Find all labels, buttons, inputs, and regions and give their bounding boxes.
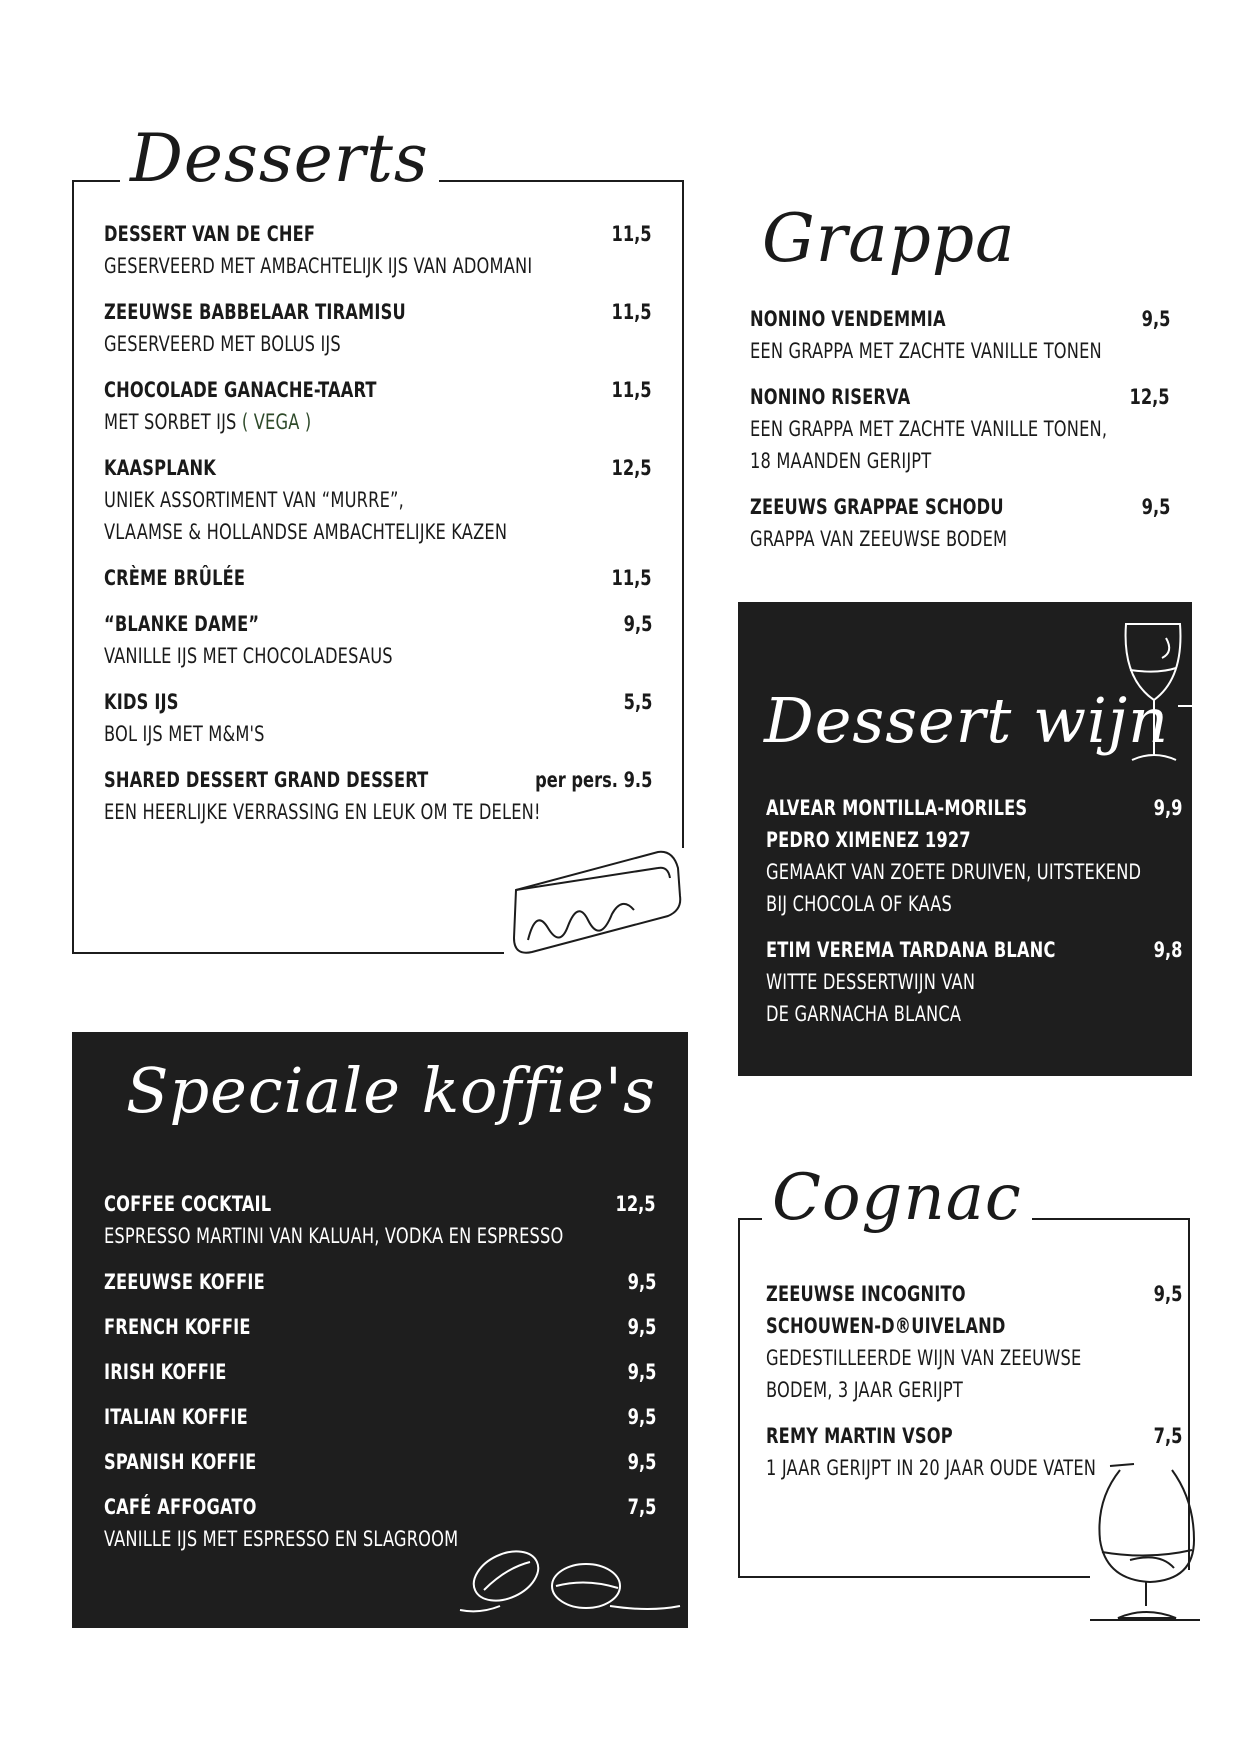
menu-item bbox=[104, 296, 652, 360]
item-price: 12,5 bbox=[615, 1192, 656, 1216]
koffie-title: Speciale koffie's bbox=[126, 1054, 656, 1127]
item-desc: EEN GRAPPA MET ZACHTE VANILLE TONEN bbox=[750, 339, 1102, 363]
item-name: ETIM VEREMA TARDANA BLANC bbox=[766, 938, 1056, 962]
item-name: SHARED DESSERT GRAND DESSERT bbox=[104, 768, 429, 792]
menu-item bbox=[766, 792, 1182, 920]
item-desc: VLAAMSE & HOLLANDSE AMBACHTELIJKE KAZEN bbox=[104, 520, 508, 544]
item-name: ALVEAR MONTILLA-MORILES bbox=[766, 796, 1028, 820]
item-desc: WITTE DESSERTWIJN VAN bbox=[766, 970, 976, 994]
item-price: 7,5 bbox=[1153, 1424, 1182, 1448]
menu-item bbox=[104, 374, 652, 438]
menu-item bbox=[104, 1356, 656, 1388]
item-name: CRÈME BRÛLÉE bbox=[104, 566, 246, 590]
item-desc: ESPRESSO MARTINI VAN KALUAH, VODKA EN ESPRESSO bbox=[104, 1224, 564, 1248]
menu-item bbox=[104, 1446, 656, 1478]
item-price: 9,5 bbox=[627, 1270, 656, 1294]
menu-item bbox=[104, 1401, 656, 1433]
item-name: IRISH KOFFIE bbox=[104, 1360, 227, 1384]
item-desc: VANILLE IJS MET ESPRESSO EN SLAGROOM bbox=[104, 1527, 459, 1551]
item-desc: GEDESTILLEERDE WIJN VAN ZEEUWSE bbox=[766, 1346, 1082, 1370]
item-name: “BLANKE DAME” bbox=[104, 612, 260, 636]
koffie-list bbox=[104, 1188, 656, 1569]
item-price: 9,5 bbox=[627, 1450, 656, 1474]
item-price: 9,5 bbox=[1141, 495, 1170, 519]
menu-item bbox=[104, 686, 652, 750]
item-price: 9,5 bbox=[1153, 1282, 1182, 1306]
vega-tag: ( VEGA ) bbox=[241, 410, 312, 434]
item-desc: BODEM, 3 JAAR GERIJPT bbox=[766, 1378, 963, 1402]
item-desc: UNIEK ASSORTIMENT VAN “MURRE”, bbox=[104, 488, 404, 512]
item-name: ITALIAN KOFFIE bbox=[104, 1405, 248, 1429]
cognac-glass-icon bbox=[1090, 1460, 1200, 1630]
menu-item bbox=[104, 452, 652, 548]
menu-item bbox=[104, 1311, 656, 1343]
item-desc bbox=[104, 406, 575, 438]
item-name: KAASPLANK bbox=[104, 456, 217, 480]
item-desc: EEN GRAPPA MET ZACHTE VANILLE TONEN, bbox=[750, 417, 1108, 441]
item-name: ZEEUWSE INCOGNITO bbox=[766, 1282, 966, 1306]
item-desc: BIJ CHOCOLA OF KAAS bbox=[766, 892, 953, 916]
item-desc: GEMAAKT VAN ZOETE DRUIVEN, UITSTEKEND bbox=[766, 860, 1142, 884]
item-desc: GESERVEERD MET AMBACHTELIJK IJS VAN ADOMANI bbox=[104, 254, 533, 278]
item-price: 9,5 bbox=[627, 1315, 656, 1339]
item-price: 11,5 bbox=[611, 378, 652, 402]
item-name: FRENCH KOFFIE bbox=[104, 1315, 251, 1339]
item-price: 11,5 bbox=[611, 566, 652, 590]
item-desc: GESERVEERD MET BOLUS IJS bbox=[104, 332, 341, 356]
cognac-title: Cognac bbox=[762, 1166, 1032, 1230]
item-name: DESSERT VAN DE CHEF bbox=[104, 222, 316, 246]
menu-item bbox=[104, 608, 652, 672]
item-desc: BOL IJS MET M&M'S bbox=[104, 722, 265, 746]
item-price: 12,5 bbox=[611, 456, 652, 480]
item-price: 5,5 bbox=[623, 690, 652, 714]
item-price: 7,5 bbox=[627, 1495, 656, 1519]
item-price: 9,8 bbox=[1153, 938, 1182, 962]
item-desc: GRAPPA VAN ZEEUWSE BODEM bbox=[750, 527, 1008, 551]
item-price: 9,5 bbox=[627, 1405, 656, 1429]
item-name: ZEEUWS GRAPPAE SCHODU bbox=[750, 495, 1004, 519]
item-price: per pers. 9.5 bbox=[534, 768, 652, 792]
menu-item bbox=[766, 1278, 1182, 1406]
grappa-list bbox=[750, 303, 1170, 569]
item-name-line2: SCHOUWEN-D®UIVELAND bbox=[766, 1314, 1006, 1338]
menu-item bbox=[104, 1266, 656, 1298]
item-name: COFFEE COCKTAIL bbox=[104, 1192, 272, 1216]
menu-item bbox=[750, 491, 1170, 555]
menu-item bbox=[104, 1188, 656, 1252]
item-name: REMY MARTIN VSOP bbox=[766, 1424, 953, 1448]
item-name: NONINO VENDEMMIA bbox=[750, 307, 946, 331]
menu-item bbox=[104, 218, 652, 282]
item-desc: VANILLE IJS MET CHOCOLADESAUS bbox=[104, 644, 393, 668]
menu-item bbox=[104, 764, 652, 828]
item-price: 12,5 bbox=[1129, 385, 1170, 409]
cake-slice-icon bbox=[508, 848, 688, 958]
item-name: CHOCOLADE GANACHE-TAART bbox=[104, 378, 377, 402]
item-name: ZEEUWSE KOFFIE bbox=[104, 1270, 265, 1294]
wine-glass-icon bbox=[1118, 618, 1198, 768]
menu-item bbox=[750, 381, 1170, 477]
item-price: 11,5 bbox=[611, 300, 652, 324]
item-desc: 1 JAAR GERIJPT IN 20 JAAR OUDE VATEN bbox=[766, 1456, 1097, 1480]
item-price: 9,5 bbox=[1141, 307, 1170, 331]
dessertwijn-title: Dessert wijn bbox=[764, 684, 1170, 757]
menu-item bbox=[104, 562, 652, 594]
item-desc: DE GARNACHA BLANCA bbox=[766, 1002, 962, 1026]
item-price: 9,9 bbox=[1153, 796, 1182, 820]
item-name: CAFÉ AFFOGATO bbox=[104, 1495, 257, 1519]
dessertwijn-list bbox=[766, 792, 1182, 1044]
item-name-line2: PEDRO XIMENEZ 1927 bbox=[766, 828, 971, 852]
desserts-list bbox=[104, 218, 652, 842]
item-desc: EEN HEERLIJKE VERRASSING EN LEUK OM TE DELEN! bbox=[104, 800, 541, 824]
desserts-title: Desserts bbox=[120, 126, 439, 192]
menu-item bbox=[766, 934, 1182, 1030]
grappa-title: Grappa bbox=[762, 200, 1016, 277]
item-name: SPANISH KOFFIE bbox=[104, 1450, 257, 1474]
item-price: 11,5 bbox=[611, 222, 652, 246]
coffee-beans-icon bbox=[460, 1540, 680, 1620]
item-desc: 18 MAANDEN GERIJPT bbox=[750, 449, 932, 473]
item-name: NONINO RISERVA bbox=[750, 385, 911, 409]
item-desc-text: MET SORBET IJS bbox=[104, 410, 237, 434]
item-name: KIDS IJS bbox=[104, 690, 179, 714]
menu-item bbox=[750, 303, 1170, 367]
item-name: ZEEUWSE BABBELAAR TIRAMISU bbox=[104, 300, 406, 324]
item-price: 9,5 bbox=[623, 612, 652, 636]
item-price: 9,5 bbox=[627, 1360, 656, 1384]
